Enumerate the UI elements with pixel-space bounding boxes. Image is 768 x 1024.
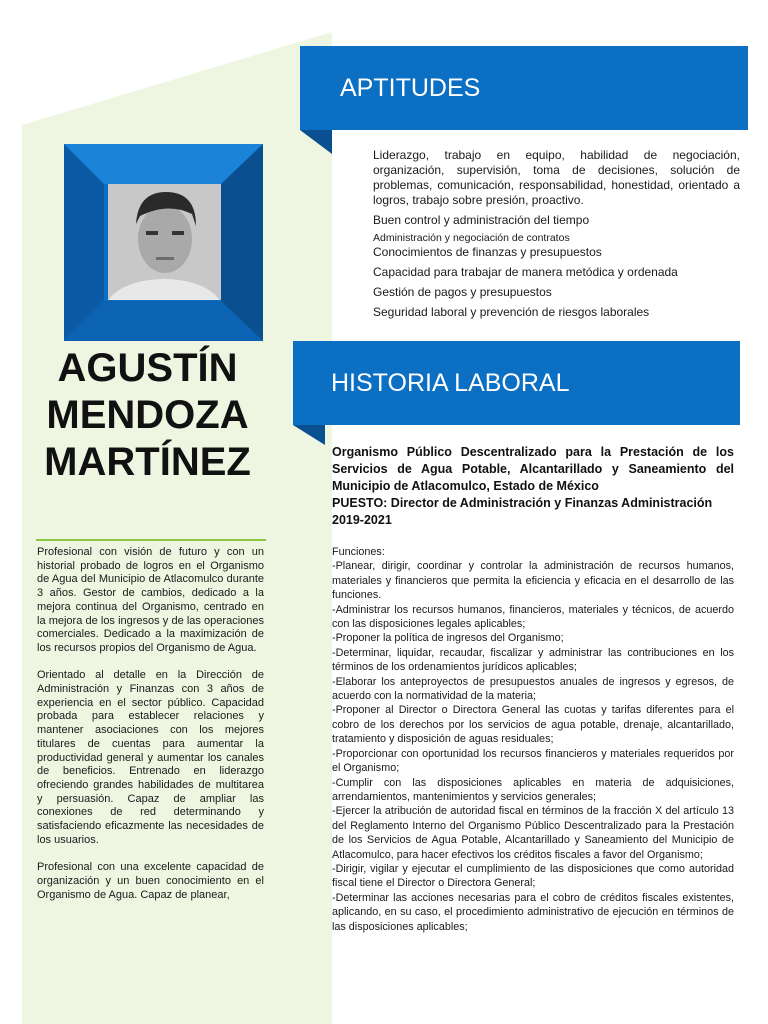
job-header [332,444,734,529]
job-position: PUESTO: Director de Administración y Finanzas Administración [332,496,713,510]
function-item: -Ejercer la atribución de autoridad fiscal en términos de la fracción X del artículo 13 del Reglamento Interno del Organismo Público Descentralizado para la Prestación de los Servicios de Agua Potable, Alcantarillado y Saneamiento del Municipio de Atlacomulco, para hacer efectivos los créditos fiscales a favor del Organismo; [332,805,734,861]
aptitude-item: Administración y negociación de contratos [373,232,570,244]
historia-banner-fold [293,425,325,445]
functions-label: Funciones: [332,546,385,558]
aptitudes-list [373,148,740,325]
candidate-name [30,345,265,486]
function-item: -Dirigir, vigilar y ejecutar el cumplimiento de las disposiciones que como autoridad fiscal tiene el Director o Directora General; [332,862,734,890]
name-line-1: AGUSTÍN [57,346,238,390]
aptitude-item: Liderazgo, trabajo en equipo, habilidad de negociación, organización, supervisión, toma de decisiones, solución de problemas, comunicación, responsabilidad, honestidad, orientado a logros, trabajo sobre presión, proactivo. [373,148,740,207]
aptitudes-banner-fold [300,130,332,154]
function-item: -Proponer al Director o Directora General las cuotas y tarifas diferentes para el cobro de los derechos por los servicios de agua potable, drenaje, alcantarillado, tratamiento y disposición de aguas residuales; [332,704,734,746]
aptitude-item: Seguridad laboral y prevención de riesgos laborales [373,305,650,319]
name-line-2: MENDOZA [46,393,249,437]
aptitude-item: Capacidad para trabajar de manera metódica y ordenada [373,265,678,279]
job-organization: Organismo Público Descentralizado para la Prestación de los Servicios de Agua Potable, Alcantarillado y Saneamiento del Municipio de Atlacomulco, Estado de México [332,445,734,493]
profile-photo [108,184,221,300]
function-item: -Cumplir con las disposiciones aplicables en materia de adquisiciones, arrendamientos, mantenimientos y servicios generales; [332,776,734,803]
profile-paragraph: Profesional con una excelente capacidad de organización y un buen conocimiento en el Organismo de Agua. Capaz de planear, [37,861,264,901]
profile-paragraph: Orientado al detalle en la Dirección de Administración y Finanzas con 3 años de experiencia en el sector público. Capacidad probada para establecer relaciones y mantener asociaciones con los mejores titulares de cuentas para aumentar la productividad general y aumentar los canales de beneficios. Entrenado en liderazgo ofreciendo grandes habilidades de multitarea y persuasión. Capaz de ampliar las conexiones de red determinando y satisfaciendo eficazmente las necesidades de los usuarios. [37,669,264,846]
historia-banner [293,341,740,425]
function-item: -Administrar los recursos humanos, financieros, materiales y técnicos, de acuerdo con las disposiciones legales aplicables; [332,603,734,631]
profile-paragraph: Profesional con visión de futuro y con un historial probado de logros en el Organismo de Agua del Municipio de Atlacomulco durante 3 años. Gestor de cambios, dedicado a la mejora continua del Organismo, centrado en la mejora de los ingresos y de las operaciones comerciales. Dedicado a la maximización de los recursos propios del Organismo de Agua. [37,546,264,654]
job-period: 2019-2021 [332,513,392,527]
aptitude-item: Buen control y administración del tiempo [373,213,590,227]
historia-title: HISTORIA LABORAL [331,369,570,397]
profile-summary [37,546,264,916]
function-item: -Elaborar los anteproyectos de presupuestos anuales de ingresos y egresos, de acuerdo con la normatividad de la materia; [332,675,734,703]
function-item: -Planear, dirigir, coordinar y controlar la administración de recursos humanos, materiales y financieros que permita la eficiencia y eficacia en el desarrollo de las funciones. [332,560,734,602]
aptitude-item: Conocimientos de finanzas y presupuestos [373,245,602,259]
function-item: -Proponer la política de ingresos del Organismo; [332,632,564,645]
name-line-3: MARTÍNEZ [44,440,251,484]
function-item: -Determinar las acciones necesarias para el cobro de créditos fiscales existentes, aplicando, en su caso, el procedimiento administrativo de ejecución en términos de las disposiciones aplicables; [332,891,734,933]
aptitudes-banner [300,46,748,130]
job-functions [332,545,734,934]
aptitude-item: Gestión de pagos y presupuestos [373,285,552,299]
aptitudes-title: APTITUDES [340,74,481,102]
function-item: -Determinar, liquidar, recaudar, fiscalizar y administrar las contribuciones en los términos de los ordenamientos jurídicos aplicables; [332,646,734,674]
divider-rule [36,539,266,541]
function-item: -Proporcionar con oportunidad los recursos financieros y materiales requeridos por el Organismo; [332,747,734,775]
